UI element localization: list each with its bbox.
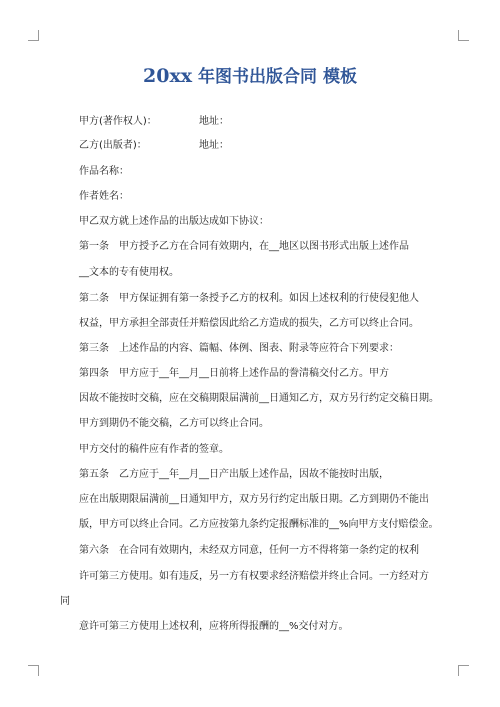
body-line: 许可第三方使用。如有违反，另一方有权要求经济赔偿并终止合同。一方经对方 [79, 571, 429, 582]
body-line: 第二条 甲方保证拥有第一条授予乙方的权利。如因上述权利的行使侵犯他人 [79, 293, 419, 304]
address-b-label: 地址： [199, 140, 229, 151]
corner-mark-bottom-right [458, 665, 469, 676]
body-line: 甲方交付的稿件应有作者的签章。 [79, 444, 229, 455]
title-text: 年图书出版合同 模板 [192, 67, 357, 87]
body-line: 第四条 甲方应于__年__月__日前将上述作品的誊清稿交付乙方。甲方 [79, 368, 389, 379]
body-line: 第六条 在合同有效期内，未经双方同意，任何一方不得将第一条约定的权利 [79, 545, 419, 556]
body-line: 甲方到期仍不能交稿，乙方可以终止合同。 [79, 418, 269, 429]
corner-mark-top-left [28, 30, 39, 41]
body-line: 因故不能按时交稿，应在交稿期限届满前__日通知乙方，双方另行约定交稿日期。 [79, 393, 439, 404]
body-line: 第一条 甲方授予乙方在合同有效期内，在__地区以图书形式出版上述作品 [79, 241, 409, 252]
body-line: __文本的专有使用权。 [79, 267, 179, 278]
body-line: 版，甲方可以终止合同。乙方应按第九条约定报酬标准的__%向甲方支付赔偿金。 [79, 519, 439, 530]
title-number: 20xx [143, 65, 193, 87]
corner-mark-bottom-left [28, 665, 39, 676]
address-a-label: 地址： [199, 116, 229, 127]
corner-mark-top-right [458, 30, 469, 41]
body-line: 同 [60, 596, 70, 607]
party-a-label: 甲方(著作权人)： [79, 116, 157, 127]
page-title [0, 62, 500, 87]
body-line: 应在出版期限届满前__日通知甲方，双方另行约定出版日期。乙方到期仍不能出 [79, 494, 429, 505]
work-name-label: 作品名称： [79, 166, 129, 177]
body-line: 意许可第三方使用上述权利，应将所得报酬的__%交付对方。 [79, 621, 349, 632]
body-line: 甲乙双方就上述作品的出版达成如下协议： [79, 216, 269, 227]
body-line: 第五条 乙方应于__年__月__日产出版上述作品，因故不能按时出版， [79, 469, 389, 480]
body-line: 第三条 上述作品的内容、篇幅、体例、图表、附录等应符合下列要求： [79, 343, 399, 354]
author-name-label: 作者姓名： [79, 191, 129, 202]
party-b-label: 乙方(出版者)： [79, 140, 147, 151]
body-line: 权益，甲方承担全部责任并赔偿因此给乙方造成的损失，乙方可以终止合同。 [79, 318, 419, 329]
